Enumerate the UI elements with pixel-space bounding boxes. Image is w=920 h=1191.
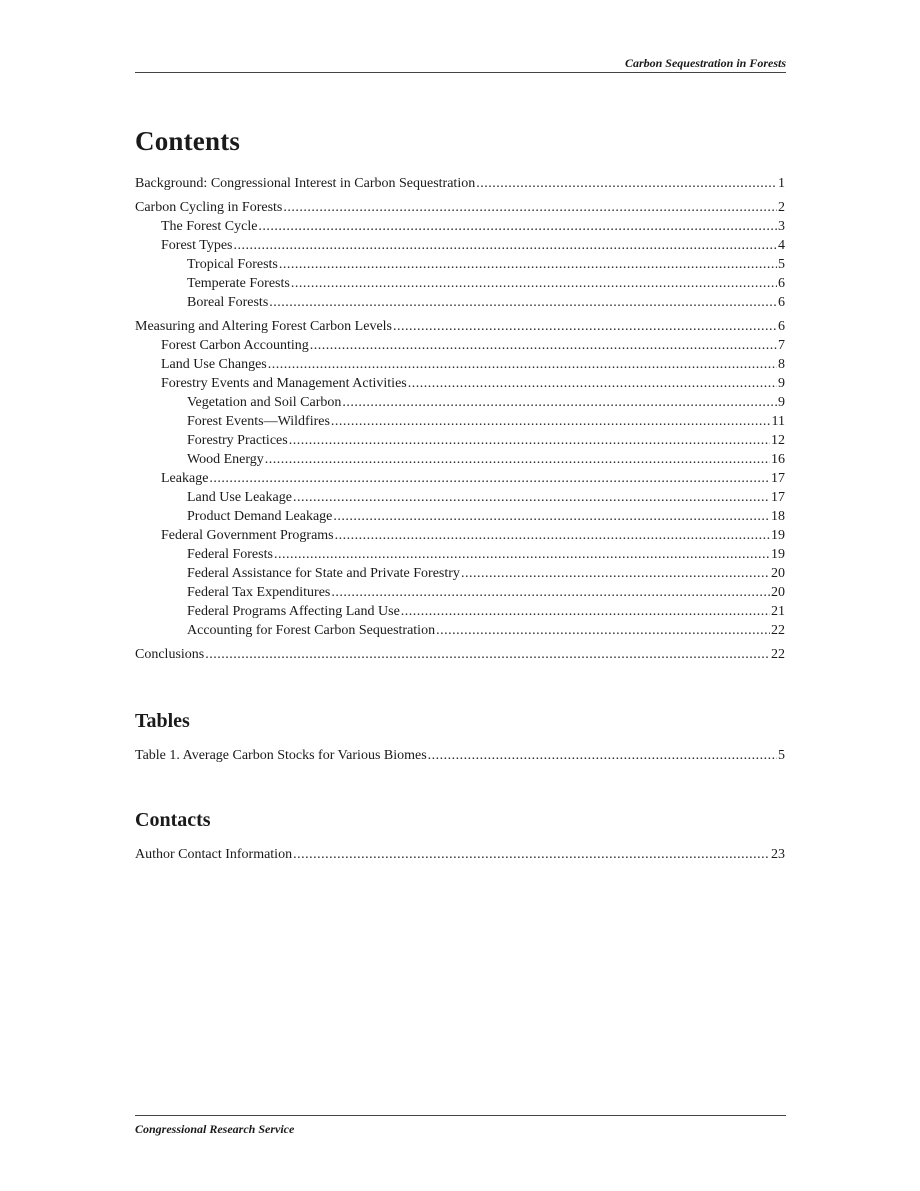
toc-entry[interactable] [135, 174, 785, 193]
toc-entry[interactable] [135, 564, 785, 583]
toc-entry-page-number: 3 [778, 219, 785, 234]
toc-entry-page-number: 9 [778, 395, 785, 410]
toc-entry[interactable] [135, 236, 785, 255]
dot-leader [289, 431, 770, 450]
toc-entry-title: Forest Carbon Accounting [161, 338, 309, 353]
toc-entry[interactable] [135, 217, 785, 236]
toc-entry-title: Accounting for Forest Carbon Sequestration [187, 623, 436, 638]
toc-entry[interactable] [135, 336, 785, 355]
toc-entry-page-number: 23 [771, 847, 785, 862]
dot-leader [293, 488, 770, 507]
contents-section [135, 125, 785, 664]
toc-entry-title: Carbon Cycling in Forests [135, 200, 283, 215]
toc-entry-title: The Forest Cycle [161, 219, 258, 234]
dot-leader [269, 293, 777, 312]
dot-leader [335, 526, 770, 545]
toc-entry-page-number: 16 [771, 452, 785, 467]
toc-entry-title: Measuring and Altering Forest Carbon Levels [135, 319, 393, 334]
dot-leader [268, 355, 777, 374]
toc-entry-page-number: 22 [771, 647, 785, 662]
toc-entry-title: Table 1. Average Carbon Stocks for Various Biomes [135, 748, 427, 763]
toc-entry[interactable] [135, 293, 785, 312]
contacts-heading: Contacts [135, 809, 211, 831]
dot-leader [205, 645, 770, 664]
toc-entry[interactable] [135, 746, 785, 765]
toc-entry-page-number: 19 [771, 547, 785, 562]
dot-leader [461, 564, 770, 583]
toc-entry[interactable] [135, 845, 785, 864]
toc-entry[interactable] [135, 488, 785, 507]
toc-entry-page-number: 20 [771, 566, 785, 581]
toc-entry-page-number: 19 [771, 528, 785, 543]
toc-entry-title: Author Contact Information [135, 847, 293, 862]
dot-leader [331, 412, 771, 431]
toc-entry[interactable] [135, 255, 785, 274]
dot-leader [258, 217, 777, 236]
dot-leader [333, 507, 770, 526]
contacts-list [135, 845, 785, 864]
toc-entry-page-number: 22 [771, 623, 785, 638]
toc-entry-title: Conclusions [135, 647, 205, 662]
toc-entry-page-number: 17 [771, 490, 785, 505]
running-footer-title: Congressional Research Service [135, 1122, 295, 1136]
toc-entry[interactable] [135, 602, 785, 621]
toc-entry-page-number: 17 [771, 471, 785, 486]
dot-leader [209, 469, 770, 488]
toc-entry-page-number: 6 [778, 319, 785, 334]
toc-entry[interactable] [135, 198, 785, 217]
dot-leader [428, 746, 777, 765]
toc-entry[interactable] [135, 274, 785, 293]
toc-entry[interactable] [135, 621, 785, 640]
toc-entry[interactable] [135, 374, 785, 393]
dot-leader [310, 336, 777, 355]
toc-entry-title: Leakage [161, 471, 209, 486]
toc-entry-page-number: 4 [778, 238, 785, 253]
toc-entry-page-number: 12 [771, 433, 785, 448]
toc-entry-title: Federal Forests [187, 547, 273, 562]
toc-entry-title: Forestry Practices [187, 433, 288, 448]
document-body [135, 125, 785, 864]
toc-entry-title: Land Use Leakage [187, 490, 292, 505]
dot-leader [401, 602, 770, 621]
toc-entry-page-number: 1 [778, 176, 785, 191]
dot-leader [233, 236, 777, 255]
toc-entry-title: Wood Energy [187, 452, 264, 467]
toc-entry-title: Federal Programs Affecting Land Use [187, 604, 400, 619]
dot-leader [331, 583, 770, 602]
dot-leader [279, 255, 777, 274]
toc-entry-title: Temperate Forests [187, 276, 290, 291]
toc-entry[interactable] [135, 317, 785, 336]
toc-entry-title: Background: Congressional Interest in Carbon Sequestration [135, 176, 476, 191]
contents-list [135, 174, 785, 664]
toc-entry-page-number: 20 [771, 585, 785, 600]
dot-leader [283, 198, 777, 217]
toc-entry-title: Federal Tax Expenditures [187, 585, 331, 600]
toc-entry-title: Forestry Events and Management Activities [161, 376, 407, 391]
dot-leader [476, 174, 777, 193]
dot-leader [265, 450, 770, 469]
dot-leader [408, 374, 777, 393]
toc-entry-title: Federal Government Programs [161, 528, 334, 543]
toc-entry-page-number: 18 [771, 509, 785, 524]
dot-leader [293, 845, 770, 864]
running-header-title: Carbon Sequestration in Forests [624, 56, 786, 70]
running-header [135, 54, 786, 73]
toc-entry[interactable] [135, 645, 785, 664]
toc-entry-page-number: 21 [771, 604, 785, 619]
toc-entry-title: Vegetation and Soil Carbon [187, 395, 342, 410]
toc-entry[interactable] [135, 431, 785, 450]
toc-entry-title: Tropical Forests [187, 257, 278, 272]
toc-entry[interactable] [135, 526, 785, 545]
toc-entry-page-number: 8 [778, 357, 785, 372]
toc-entry[interactable] [135, 583, 785, 602]
toc-entry[interactable] [135, 469, 785, 488]
dot-leader [274, 545, 770, 564]
toc-entry[interactable] [135, 393, 785, 412]
toc-entry-page-number: 9 [778, 376, 785, 391]
toc-entry-title: Boreal Forests [187, 295, 269, 310]
toc-entry-page-number: 5 [778, 748, 785, 763]
dot-leader [291, 274, 777, 293]
tables-heading: Tables [135, 710, 190, 732]
tables-list [135, 746, 785, 765]
contacts-section [135, 808, 785, 864]
toc-entry[interactable] [135, 507, 785, 526]
toc-entry-title: Forest Events—Wildfires [187, 414, 330, 429]
toc-entry-page-number: 5 [778, 257, 785, 272]
toc-entry-title: Federal Assistance for State and Private Forestry [187, 566, 460, 581]
dot-leader [342, 393, 777, 412]
contents-heading: Contents [135, 126, 241, 156]
toc-entry-title: Forest Types [161, 238, 233, 253]
toc-entry[interactable] [135, 412, 785, 431]
toc-entry-title: Land Use Changes [161, 357, 267, 372]
toc-entry[interactable] [135, 450, 785, 469]
running-footer [135, 1115, 786, 1137]
dot-leader [393, 317, 777, 336]
toc-entry[interactable] [135, 545, 785, 564]
toc-entry-page-number: 6 [778, 276, 785, 291]
dot-leader [436, 621, 770, 640]
toc-entry-page-number: 7 [778, 338, 785, 353]
toc-entry-page-number: 2 [778, 200, 785, 215]
toc-entry-page-number: 6 [778, 295, 785, 310]
tables-section [135, 709, 785, 765]
toc-entry-title: Product Demand Leakage [187, 509, 333, 524]
toc-entry-page-number: 11 [771, 414, 785, 429]
toc-entry[interactable] [135, 355, 785, 374]
